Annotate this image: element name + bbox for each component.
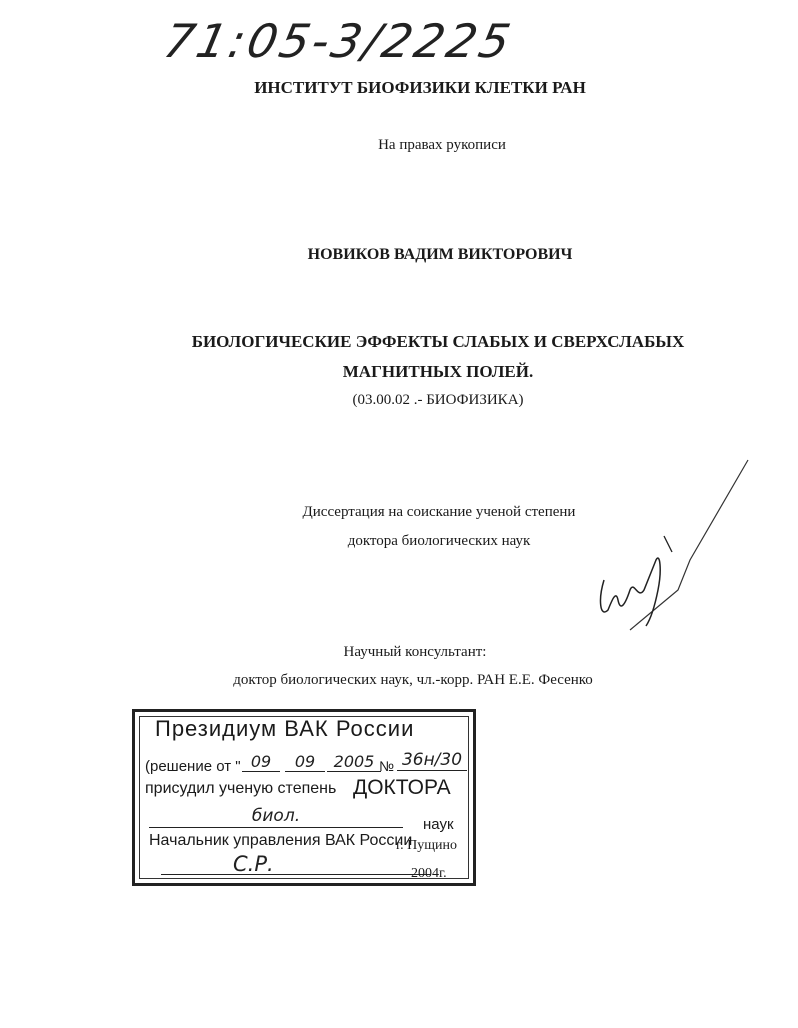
stamp-signature: С.Р. <box>233 852 274 876</box>
institute-name: ИНСТИТУТ БИОФИЗИКИ КЛЕТКИ РАН <box>254 78 586 97</box>
consultant-label: Научный консультант: <box>343 644 487 660</box>
manuscript-rights-note: На правах рукописи <box>378 137 506 153</box>
consultant-name: доктор биологических наук, чл.-корр. РАН Е.Е. Фесенко <box>233 672 593 688</box>
stamp-number-label: № <box>379 758 395 774</box>
handwritten-archive-code: 71:05-3/2225 <box>159 14 518 68</box>
thesis-title-line-2: МАГНИТНЫХ ПОЛЕЙ. <box>342 362 534 381</box>
vak-stamp <box>132 709 476 886</box>
thesis-title-line-1: БИОЛОГИЧЕСКИЕ ЭФФЕКТЫ СЛАБЫХ И СВЕРХСЛАБЫХ <box>191 332 685 351</box>
stamp-degree: ДОКТОРА <box>353 776 451 799</box>
stamp-awarded-label: присудил ученую степень <box>145 780 337 797</box>
stamp-science-field: биол. <box>149 806 403 828</box>
stamp-signature-line <box>161 874 431 875</box>
dissertation-purpose-line-1: Диссертация на соискание ученой степени <box>302 504 576 520</box>
dissertation-purpose-line-2: доктора биологических наук <box>347 533 531 549</box>
stamp-decision-number: 36н/30 <box>397 750 467 771</box>
stamp-head-title: Начальник управления ВАК России <box>149 832 413 849</box>
city: г. Пущино <box>396 838 458 853</box>
stamp-title: Президиум ВАК России <box>155 716 415 741</box>
stamp-decision-label: (решение от " <box>145 758 241 775</box>
author-name: НОВИКОВ ВАДИМ ВИКТОРОВИЧ <box>307 246 573 263</box>
stamp-science-label: наук <box>423 816 454 833</box>
speciality-code: (03.00.02 .- БИОФИЗИКА) <box>352 392 524 408</box>
stamp-decision-day: 09 <box>242 752 280 772</box>
stamp-decision-month: 09 <box>285 752 325 772</box>
signature-scribble <box>560 440 760 640</box>
stamp-decision-year: 2005 <box>327 752 381 772</box>
year: 2004г. <box>411 866 447 881</box>
